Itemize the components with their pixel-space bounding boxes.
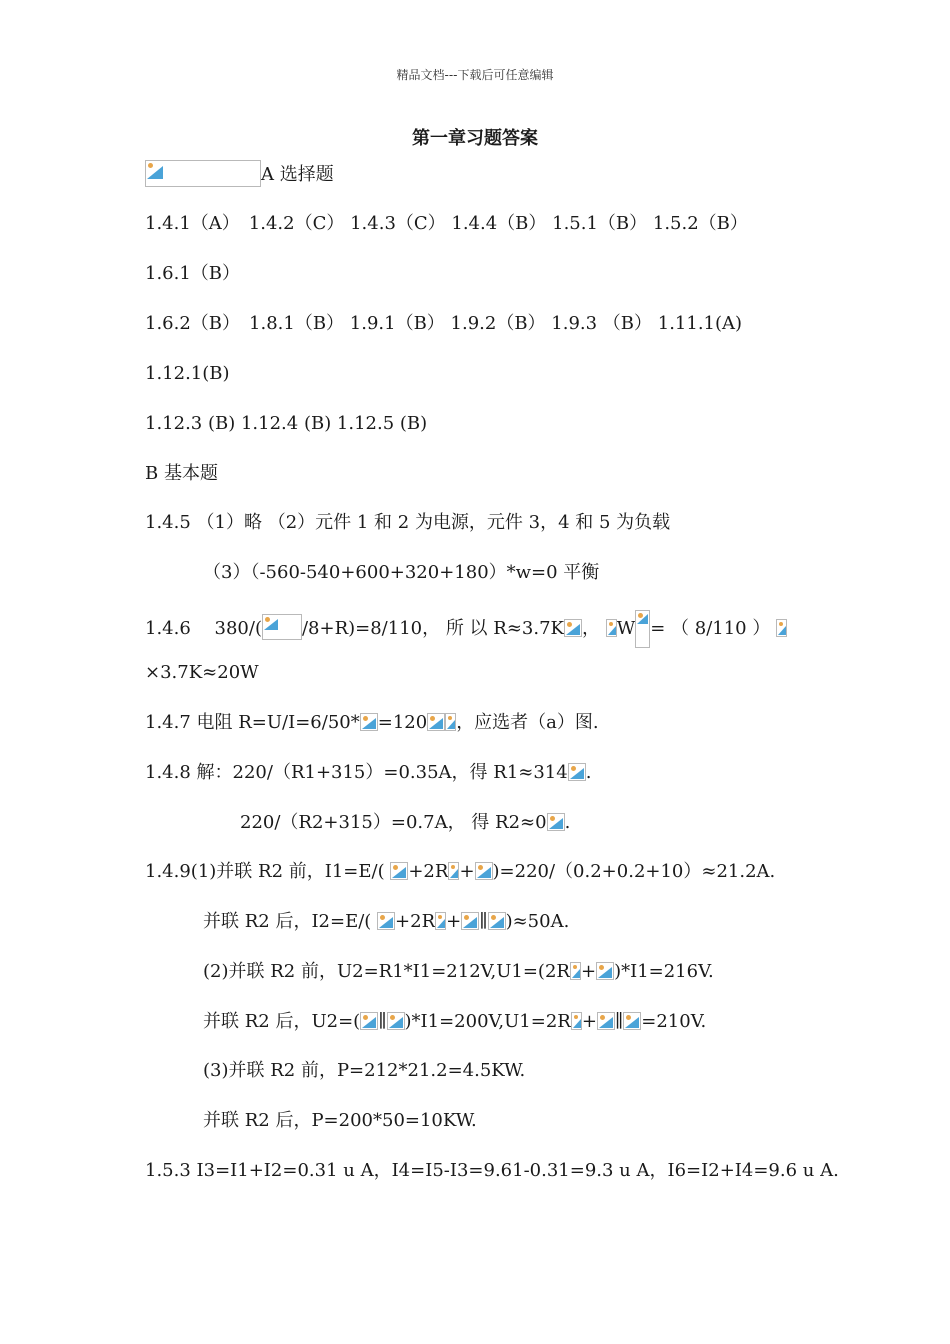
answer-line-2: 1.6.1（B） xyxy=(145,263,241,284)
formula-image-icon xyxy=(635,610,650,648)
answer-line-3: 1.6.2（B） 1.8.1（B） 1.9.1（B） 1.9.2（B） 1.9.3 （B） 1.11.1(A) xyxy=(145,313,743,334)
section-a-heading: A 选择题 xyxy=(145,160,334,188)
answer-1-4-9-part2: (2)并联 R2 前，U2=R1*I1=212V,U1=(2R + )*I1=216V. xyxy=(203,961,714,982)
formula-image-icon xyxy=(427,713,445,731)
answer-1-4-5: 1.4.5 （1）略 （2）元件 1 和 2 为电源，元件 3，4 和 5 为负载 xyxy=(145,512,671,533)
page-header-note: 精品文档---下载后可任意编辑 xyxy=(396,68,554,82)
formula-image-icon xyxy=(596,962,614,980)
formula-image-icon xyxy=(564,619,582,637)
answer-1-4-9-part1: 1.4.9(1)并联 R2 前，I1=E/( +2R + )=220/（0.2+0.2+10）≈21.2A. xyxy=(145,861,776,882)
answer-line-5: 1.12.3 (B) 1.12.4 (B) 1.12.5 (B) xyxy=(145,413,428,434)
formula-image-icon xyxy=(475,862,493,880)
formula-image-icon xyxy=(387,1012,405,1030)
answer-line-1: 1.4.1（A） 1.4.2（C） 1.4.3（C） 1.4.4（B） 1.5.1（B） 1.5.2（B） xyxy=(145,213,748,234)
page-title: 第一章习题答案 xyxy=(412,128,538,149)
answer-1-4-9-part3: (3)并联 R2 前，P=212*21.2=4.5KW. xyxy=(203,1060,526,1081)
formula-image-icon xyxy=(360,713,378,731)
formula-image-icon xyxy=(571,1012,582,1030)
answer-1-5-3: 1.5.3 I3=I1+I2=0.31 u A，I4=I5-I3=9.61-0.31=9.3 u A，I6=I2+I4=9.6 u A. xyxy=(145,1160,839,1181)
section-b-heading: B 基本题 xyxy=(145,463,218,484)
formula-image-icon xyxy=(488,912,506,930)
formula-image-icon xyxy=(360,1012,378,1030)
formula-image-icon xyxy=(377,912,395,930)
formula-image-icon xyxy=(568,763,586,781)
formula-image-icon xyxy=(435,912,446,930)
formula-image-icon xyxy=(445,713,456,731)
formula-image-icon xyxy=(461,912,479,930)
formula-image-icon xyxy=(262,614,302,640)
answer-1-4-8: 1.4.8 解：220/（R1+315）=0.35A，得 R1≈314 . xyxy=(145,762,592,783)
answer-1-4-8-cont: 220/（R2+315）=0.7A， 得 R2≈0 . xyxy=(240,812,571,833)
formula-image-icon xyxy=(570,962,581,980)
formula-image-icon xyxy=(390,862,408,880)
answer-1-4-9-part3-after: 并联 R2 后，P=200*50=10KW. xyxy=(203,1110,477,1131)
answer-line-4: 1.12.1(B) xyxy=(145,363,230,384)
formula-image-icon xyxy=(776,619,787,637)
answer-1-4-6-cont: ×3.7K≈20W xyxy=(145,662,259,683)
answer-1-4-6: 1.4.6 380/( /8+R)=8/110， 所 以 R≈3.7K ， W = （ 8/110 ） xyxy=(145,610,787,648)
formula-image-icon xyxy=(597,1012,615,1030)
formula-image-icon xyxy=(547,813,565,831)
formula-image-icon xyxy=(606,619,617,637)
formula-image-icon xyxy=(623,1012,641,1030)
broken-image-icon xyxy=(145,160,261,187)
answer-1-4-5-part3: （3）（-560-540+600+320+180）*w=0 平衡 xyxy=(203,562,600,583)
answer-1-4-9-part2-after: 并联 R2 后，U2=( ∥ )*I1=200V,U1=2R + ∥ =210V. xyxy=(203,1011,707,1032)
formula-image-icon xyxy=(448,862,459,880)
answer-1-4-9-part1-after: 并联 R2 后，I2=E/( +2R + ∥ )≈50A. xyxy=(203,911,570,932)
answer-1-4-7: 1.4.7 电阻 R=U/I=6/50* =120 ，应选者（a）图. xyxy=(145,712,599,733)
